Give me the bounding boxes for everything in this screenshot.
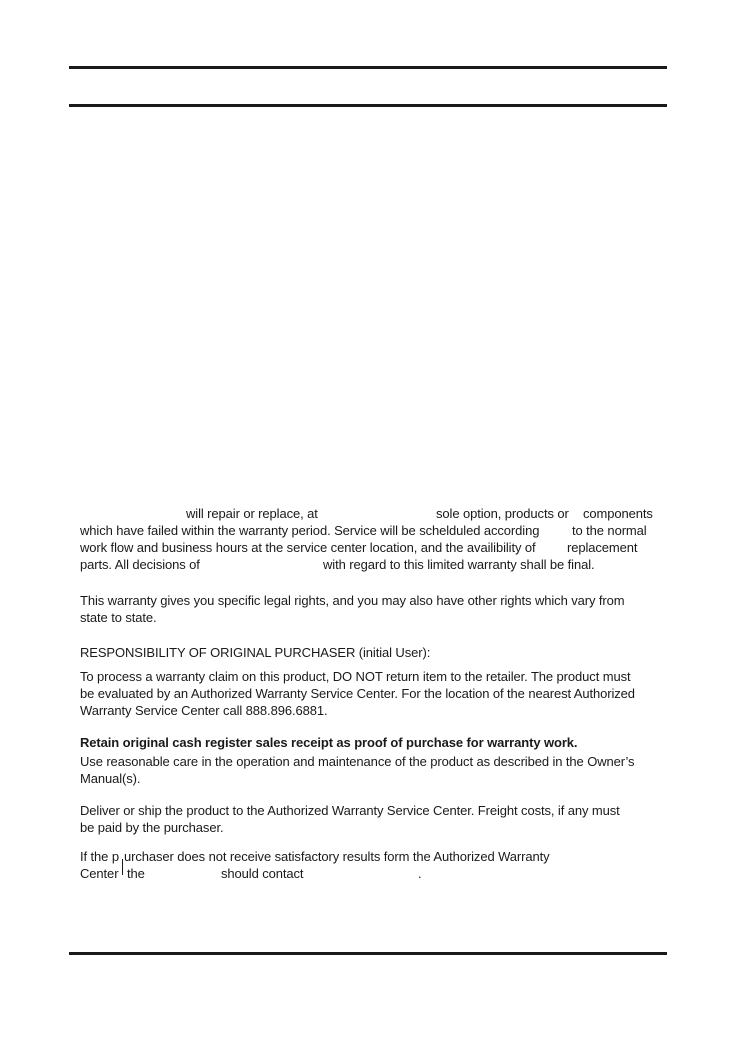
paragraph-4-line-1: Use reasonable care in the operation and maintenance of the product as described in the Owner’s [80, 754, 635, 769]
paragraph-4-line-2: Manual(s). [80, 771, 141, 786]
header-rule-top [69, 66, 667, 69]
paragraph-5-line-2: be paid by the purchaser. [80, 820, 224, 835]
paragraph-6-line-1-part-a: If the p [80, 849, 119, 864]
paragraph-1-line-4-part-a: parts. All decisions of [80, 557, 200, 572]
paragraph-6-line-2-part-c: should contact [221, 866, 304, 881]
paragraph-6-line-1-part-b: urchaser does not receive satisfactory results form the Authorized Warranty [124, 849, 550, 864]
paragraph-1-line-1-part-c: components [583, 506, 653, 521]
receipt-notice: Retain original cash register sales receipt as proof of purchase for warranty work. [80, 735, 578, 750]
header-rule-bottom [69, 104, 667, 107]
paragraph-6-line-2-part-b: the [127, 866, 145, 881]
footer-rule [69, 952, 667, 955]
paragraph-6-line-2-part-a: Center [80, 866, 119, 881]
paragraph-3-line-3: Warranty Service Center call 888.896.6881. [80, 703, 328, 718]
paragraph-6-line-2-part-d: . [418, 866, 422, 881]
paragraph-1-line-2-part-b: to the normal [572, 523, 647, 538]
paragraph-1-line-1-part-b: sole option, products or [436, 506, 569, 521]
paragraph-5-line-1: Deliver or ship the product to the Authorized Warranty Service Center. Freight costs, if any must [80, 803, 620, 818]
responsibility-heading: RESPONSIBILITY OF ORIGINAL PURCHASER (initial User): [80, 645, 431, 660]
paragraph-3-line-2: be evaluated by an Authorized Warranty Service Center. For the location of the nearest Authorized [80, 686, 635, 701]
paragraph-3-line-1: To process a warranty claim on this product, DO NOT return item to the retailer. The product must [80, 669, 631, 684]
text-cursor [122, 859, 123, 875]
paragraph-1-line-3-part-a: work flow and business hours at the service center location, and the availibility of [80, 540, 536, 555]
paragraph-1-line-2-part-a: which have failed within the warranty period. Service will be schelduled according [80, 523, 540, 538]
paragraph-1-line-1-part-a: will repair or replace, at [186, 506, 318, 521]
paragraph-2-line-1: This warranty gives you specific legal rights, and you may also have other rights which vary from [80, 593, 625, 608]
paragraph-1-line-4-part-b: with regard to this limited warranty shall be final. [323, 557, 595, 572]
paragraph-2-line-2: state to state. [80, 610, 157, 625]
paragraph-1-line-3-part-b: replacement [567, 540, 638, 555]
